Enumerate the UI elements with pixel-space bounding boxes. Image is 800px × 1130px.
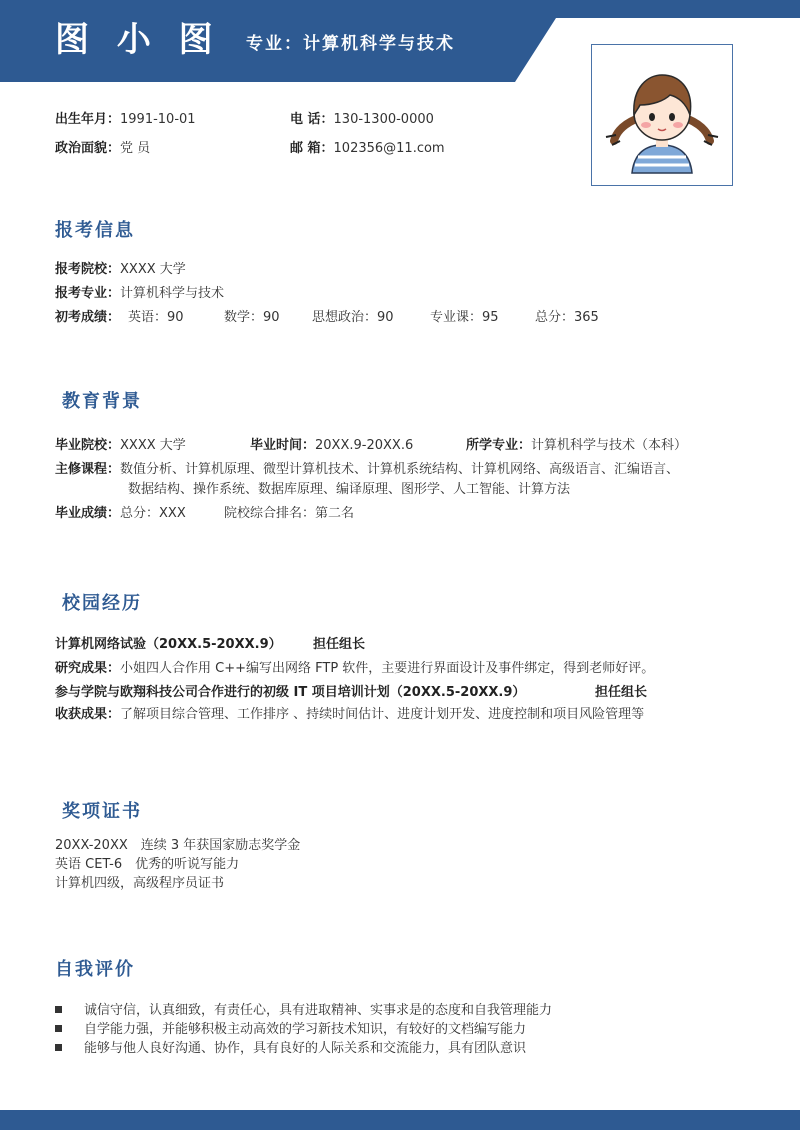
campus-exp2-role: 担任组长 — [595, 685, 648, 700]
campus-exp1-result-label: 研究成果： — [55, 661, 121, 676]
campus-exp2-result-value: 了解项目综合管理、工作排序 、持续时间估计、进度计划开发、进度控制和项目风险管理等 — [120, 707, 645, 722]
political-value: 党 员 — [120, 141, 151, 156]
self-eval-text: 能够与他人良好沟通、协作，具有良好的人际关系和交流能力，具有团队意识 — [84, 1041, 527, 1056]
footer-bar — [0, 1110, 800, 1130]
edu-courses-line1: 数值分析、计算机原理、微型计算机技术、计算机系统结构、计算机网络、高级语言、汇编语言、 — [120, 462, 680, 477]
exam-score-major: 专业课：95 — [430, 310, 499, 325]
campus-exp2-title: 参与学院与欧翔科技公司合作进行的初级 IT 项目培训计划（20XX.5-20XX.9） — [55, 685, 526, 700]
edu-grade-value: 总分：XXX — [120, 506, 186, 521]
exam-major-label: 报考专业： — [55, 286, 121, 301]
exam-major-value: 计算机科学与技术 — [120, 286, 225, 301]
email-value: 102356@11.com — [333, 141, 445, 156]
exam-school-label: 报考院校： — [55, 262, 121, 277]
edu-school-label: 毕业院校： — [55, 438, 121, 453]
edu-grade-row — [55, 505, 186, 523]
campus-exp2-result-label: 收获成果： — [55, 707, 121, 722]
edu-school-value: XXXX 大学 — [120, 438, 186, 453]
self-eval-item — [55, 1021, 526, 1039]
campus-exp1-result-row — [55, 660, 654, 678]
section-title-campus: 校园经历 — [62, 593, 142, 614]
exam-school-row — [55, 261, 186, 279]
birth-value: 1991-10-01 — [120, 112, 196, 127]
edu-time-row — [250, 437, 413, 455]
award-item: 英语 CET-6 优秀的听说写能力 — [55, 857, 240, 872]
section-title-awards: 奖项证书 — [62, 801, 142, 822]
edu-courses-line2: 数据结构、操作系统、数据库原理、编译原理、图形学、人工智能、计算方法 — [128, 482, 571, 497]
exam-score-english: 英语：90 — [128, 310, 184, 325]
edu-rank-value: 院校综合排名：第二名 — [224, 506, 355, 521]
edu-major-label: 所学专业： — [466, 438, 532, 453]
self-eval-item — [55, 1002, 552, 1020]
political-row — [55, 140, 150, 158]
self-eval-text: 自学能力强，并能够积极主动高效的学习新技术知识，有较好的文档编写能力 — [84, 1022, 527, 1037]
exam-major-row — [55, 285, 224, 303]
edu-time-value: 20XX.9-20XX.6 — [315, 438, 414, 453]
exam-score-math: 数学：90 — [224, 310, 280, 325]
avatar-girl-illustration — [592, 45, 732, 185]
edu-courses-row — [55, 461, 679, 479]
edu-major-row — [466, 437, 687, 455]
resume-name: 图 小 图 — [55, 20, 221, 60]
award-item: 20XX-20XX 连续 3 年获国家励志奖学金 — [55, 838, 301, 853]
phone-value: 130-1300-0000 — [333, 112, 434, 127]
section-title-exam: 报考信息 — [55, 220, 135, 241]
edu-school-row — [55, 437, 186, 455]
political-label: 政治面貌： — [55, 141, 121, 156]
edu-time-label: 毕业时间： — [250, 438, 316, 453]
bullet-square-icon — [55, 1025, 62, 1032]
email-label: 邮 箱： — [290, 141, 334, 156]
exam-score-politics: 思想政治：90 — [312, 310, 394, 325]
bullet-square-icon — [55, 1044, 62, 1051]
exam-score-total: 总分：365 — [535, 310, 599, 325]
self-eval-item — [55, 1040, 526, 1058]
email-row — [290, 140, 445, 158]
edu-courses-label: 主修课程： — [55, 462, 121, 477]
exam-score-label: 初考成绩： — [55, 310, 121, 325]
campus-exp2-result-row — [55, 706, 644, 724]
exam-school-value: XXXX 大学 — [120, 262, 186, 277]
self-eval-text: 诚信守信，认真细致，有责任心，具有进取精神、实事求是的态度和自我管理能力 — [84, 1003, 553, 1018]
phone-label: 电 话： — [290, 112, 334, 127]
section-title-self: 自我评价 — [55, 959, 135, 980]
campus-exp1-title: 计算机网络试验（20XX.5-20XX.9） — [55, 637, 282, 652]
birth-label: 出生年月： — [55, 112, 121, 127]
section-title-education: 教育背景 — [62, 391, 142, 412]
birth-row — [55, 111, 196, 129]
edu-grade-label: 毕业成绩： — [55, 506, 121, 521]
award-item: 计算机四级，高级程序员证书 — [55, 876, 225, 891]
campus-exp1-result-value: 小姐四人合作用 C++编写出网络 FTP 软件，主要进行界面设计及事件绑定，得到老师好评。 — [120, 661, 655, 676]
resume-major: 专业：计算机科学与技术 — [246, 34, 455, 54]
edu-major-value: 计算机科学与技术（本科） — [531, 438, 688, 453]
phone-row — [290, 111, 434, 129]
bullet-square-icon — [55, 1006, 62, 1013]
exam-score-row — [55, 309, 120, 327]
profile-photo — [591, 44, 733, 186]
campus-exp1-role: 担任组长 — [313, 637, 366, 652]
